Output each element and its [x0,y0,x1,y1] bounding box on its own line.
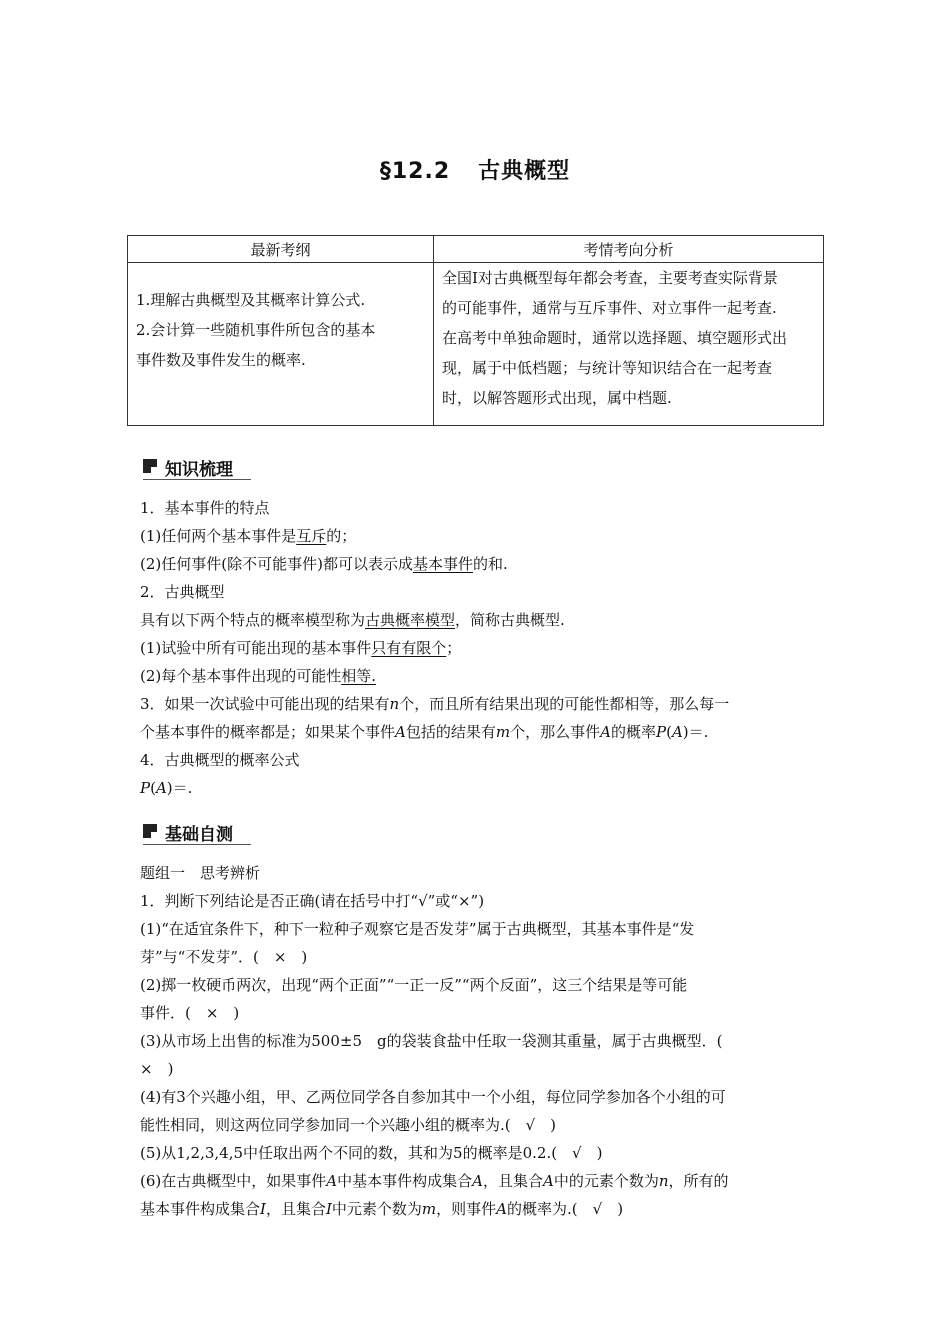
outline-right-line: 的可能事件，通常与互斥事件、对立事件一起考查. [442,299,777,317]
outline-table [127,235,824,426]
statement-line: 基本事件构成集合I，且集合I中元素个数为m，则事件A的概率为.( √ ) [140,1200,624,1218]
statement-line: (3)从市场上出售的标准为500±5 g的袋装食盐中任取一袋测其重量，属于古典概型．( [140,1032,723,1050]
statement-line: (6)在古典概型中，如果事件A中基本事件构成集合A，且集合A中的元素个数为n，所有的 [140,1172,729,1190]
selftest-body [140,859,812,1223]
statement-line: (1)“在适宜条件下，种下一粒种子观察它是否发芽”属于古典概型，其基本事件是“发 [140,920,695,938]
outline-cell-left [128,263,434,426]
blank-answer: 古典概率模型 [365,611,456,629]
knowledge-line: (1)任何两个基本事件是互斥的； [140,527,357,545]
outline-left-line: 2.会计算一些随机事件所包含的基本 [136,321,376,339]
statement-line: 事件．( × ) [140,1004,240,1022]
selftest-heading-label: 基础自测 [165,825,233,845]
statement-line: (5)从1,2,3,4,5中任取出两个不同的数，其和为5的概率是0.2.( √ ) [140,1144,603,1162]
outline-right-line: 全国Ⅰ对古典概型每年都会考查，主要考查实际背景 [442,269,778,287]
knowledge-body [140,494,812,802]
statement-line: × ) [140,1060,174,1078]
knowledge-line: 1．基本事件的特点 [140,499,270,517]
statement-line: (4)有3个兴趣小组，甲、乙两位同学各自参加其中一个小组，每位同学参加各个小组的可 [140,1088,726,1106]
group-title: 题组一 思考辨析 [140,864,261,882]
knowledge-line: 4．古典概型的概率公式 [140,751,300,769]
knowledge-line: P(A)＝. [140,779,193,797]
outline-left-line: 1.理解古典概型及其概率计算公式. [136,291,366,309]
outline-right-line: 时，以解答题形式出现，属中档题. [442,389,672,407]
outline-header-right: 考情考向分析 [434,236,824,263]
knowledge-line: (2)每个基本事件出现的可能性相等. [140,667,377,685]
outline-right-line: 在高考中单独命题时，通常以选择题、填空题形式出 [442,329,788,347]
blank-answer: 基本事件 [412,555,473,573]
heading-square-icon [143,824,157,838]
outline-header-left: 最新考纲 [128,236,434,263]
knowledge-line: 2．古典概型 [140,583,225,601]
knowledge-line: (1)试验中所有可能出现的基本事件只有有限个； [140,639,462,657]
knowledge-heading-label: 知识梳理 [165,460,233,480]
knowledge-line: 个基本事件的概率都是；如果某个事件A包括的结果有m个，那么事件A的概率P(A)＝. [140,723,709,741]
knowledge-line: (2)任何事件(除不可能事件)都可以表示成基本事件的和. [140,555,508,573]
knowledge-line: 3．如果一次试验中可能出现的结果有n个，而且所有结果出现的可能性都相等，那么每一 [140,695,730,713]
heading-underline [143,844,251,845]
blank-answer: 互斥 [296,527,327,545]
statement-line: 芽”与“不发芽”．( × ) [140,948,308,966]
knowledge-line: 具有以下两个特点的概率模型称为古典概率模型，简称古典概型. [140,611,565,629]
section-name: 古典概型 [478,159,571,184]
heading-underline [143,479,251,480]
page-title [0,154,950,185]
outline-left-line: 事件数及事件发生的概率. [136,351,306,369]
blank-answer: 只有有限个 [371,639,447,657]
heading-square-icon [143,459,157,473]
statement-line: 能性相同，则这两位同学参加同一个兴趣小组的概率为.( √ ) [140,1116,557,1134]
question-stem: 1．判断下列结论是否正确(请在括号中打“√”或“×”) [140,892,485,910]
outline-right-line: 现，属于中低档题；与统计等知识结合在一起考查 [442,359,773,377]
section-number: §12.2 [379,159,451,184]
statement-line: (2)掷一枚硬币两次，出现“两个正面”“一正一反”“两个反面”，这三个结果是等可能 [140,976,688,994]
blank-answer: 相等. [341,667,377,685]
outline-cell-right [434,263,824,426]
